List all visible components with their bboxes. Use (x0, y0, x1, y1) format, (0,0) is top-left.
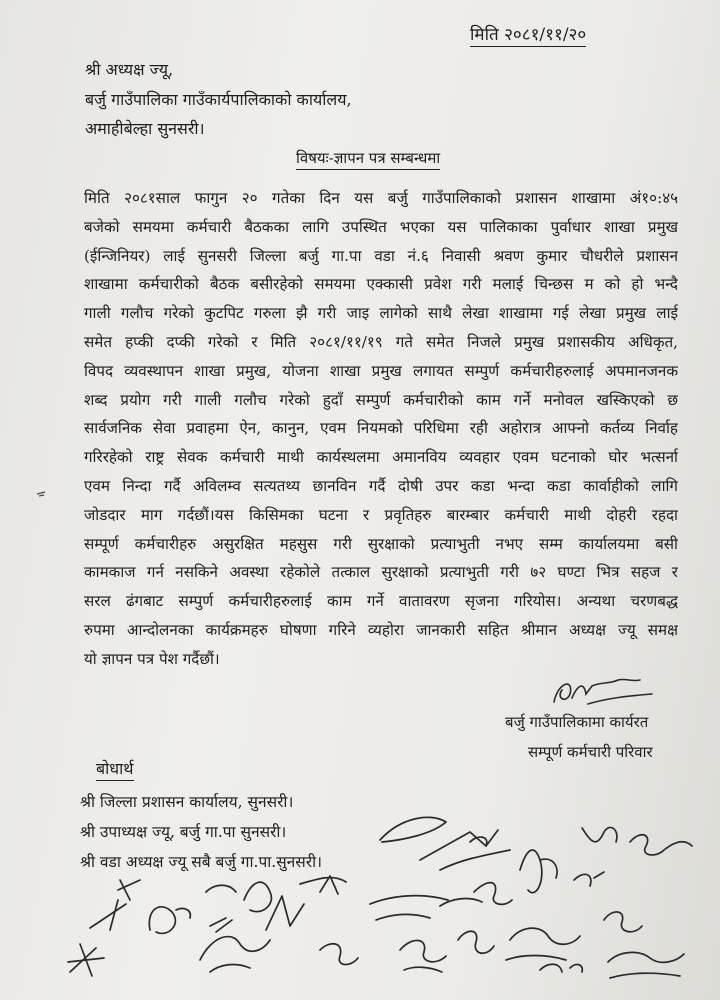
body-line: गरिरहेको राष्ट्र सेवक कर्मचारी माथी कार्यस्थलमा अमानविय व्यवहार एवम घटनाको घोर भत्सर्ना (84, 448, 678, 467)
body-line: गाली गलौच गरेको कुटपिट गरुला झै गरी जाइ लागेको साथै लेखा शाखामा गई लेखा प्रमुख लाई (84, 304, 678, 323)
body-line: सार्वजनिक सेवा प्रवाहमा ऐन, कानुन, एवम नियमको परिधिमा रही अहोरात्र आफ्नो कर्तव्य निर्वाह (84, 419, 678, 438)
body-line: बजेको समयमा कर्मचारी बैठकका लागि उपस्थित भएका यस पालिकाका पुर्वाधार शाखा प्रमुख (84, 217, 678, 236)
body-line: एवम निन्दा गर्दै अविलम्व सत्यतथ्य छानविन गर्दै दोषी उपर कडा भन्दा कडा कार्वाहीको लागि (84, 476, 678, 495)
body-line: शाखामा कर्मचारीको बैठक बसीरहेको समयमा एक्कासी प्रवेश गरी मलाई चिन्छस म को हो भन्दै (84, 275, 678, 294)
body-line: (ईन्जिनियर) लाई सुनसरी जिल्ला बर्जु गा.पा वडा नं.६ निवासी श्रवण कुमार चौधरीले प्रशासन (84, 246, 678, 265)
body-line: जोडदार माग गर्दछौं।यस किसिमका घटना र प्रवृतिहरु बारम्बार कर्मचारी माथी दोहरी रहदा (84, 505, 678, 524)
cc-heading: बोधार्थ (96, 757, 134, 781)
addressee-line-2: बर्जु गाउँपालिका गाउँकार्यपालिकाको कार्यालय, (85, 90, 352, 109)
cc-item: श्री उपाध्यक्ष ज्यू, बर्जु गा.पा सुनसरी। (80, 823, 287, 841)
addressee-line-3: अमाहीबेल्हा सुनसरी। (85, 119, 205, 138)
body-line: समेत हप्की दप्की गरेको र मिति २०८१/११/१९ गते समेत निजले प्रमुख प्रशासकीय अधिकृत, (84, 332, 678, 351)
body-line: मिति २०८१साल फागुन २० गतेका दिन यस बर्जु गाउँपालिकाको प्रशासन शाखामा अं१०:४५ (84, 189, 678, 207)
letter-date: मिति २०८१/११/२० (470, 22, 586, 47)
addressee-line-1: श्री अध्यक्ष ज्यू, (85, 60, 174, 79)
body-line: शब्द प्रयोग गरी गाली गलौच गरेको हुदाँ सम्पुर्ण कर्मचारीको काम गर्ने मनोवल खस्किएको छ (84, 390, 678, 409)
subject-line: विषयः-ज्ञापन पत्र सम्बन्धमा (296, 148, 440, 170)
body-line: कामकाज गर्न नसकिने अवस्था रहेकोले तत्काल सुरक्षाको प्रत्याभुती गरी ७२ घण्टा भित्र सहज र (84, 563, 678, 582)
body-line: विपद व्यवस्थापन शाखा प्रमुख, योजना शाखा प्रमुख लगायत सम्पुर्ण कर्मचारीहरुलाई अपमानजनक (84, 361, 678, 380)
signatory-line-1: बर्जु गाउँपालिकामा कार्यरत (505, 713, 649, 731)
body-line: यो ज्ञापन पत्र पेश गर्दैछौं। (84, 649, 220, 668)
cc-item: श्री जिल्ला प्रशासन कार्यालय, सुनसरी। (80, 793, 294, 811)
body-line: सम्पूर्ण कर्मचारीहरु असुरक्षित महसुस गरी सुरक्षाको प्रत्याभुती नभए सम्म कार्यालयमा बसी (84, 534, 678, 553)
cc-item: श्री वडा अध्यक्ष ज्यू सबै बर्जु गा.पा.सुनसरी। (80, 853, 322, 871)
signatory-line-2: सम्पूर्ण कर्मचारी परिवार (528, 743, 653, 761)
body-line: सरल ढंगबाट सम्पुर्ण कर्मचारीहरुलाई काम गर्ने वातावरण सृजना गरियोस। अन्यथा चरणबद्ध (84, 592, 678, 611)
body-line: रुपमा आन्दोलनका कार्यक्रमहरु घोषणा गरिने व्यहोरा जानकारी सहित श्रीमान अध्यक्ष ज्यू समक्ष (84, 620, 678, 639)
